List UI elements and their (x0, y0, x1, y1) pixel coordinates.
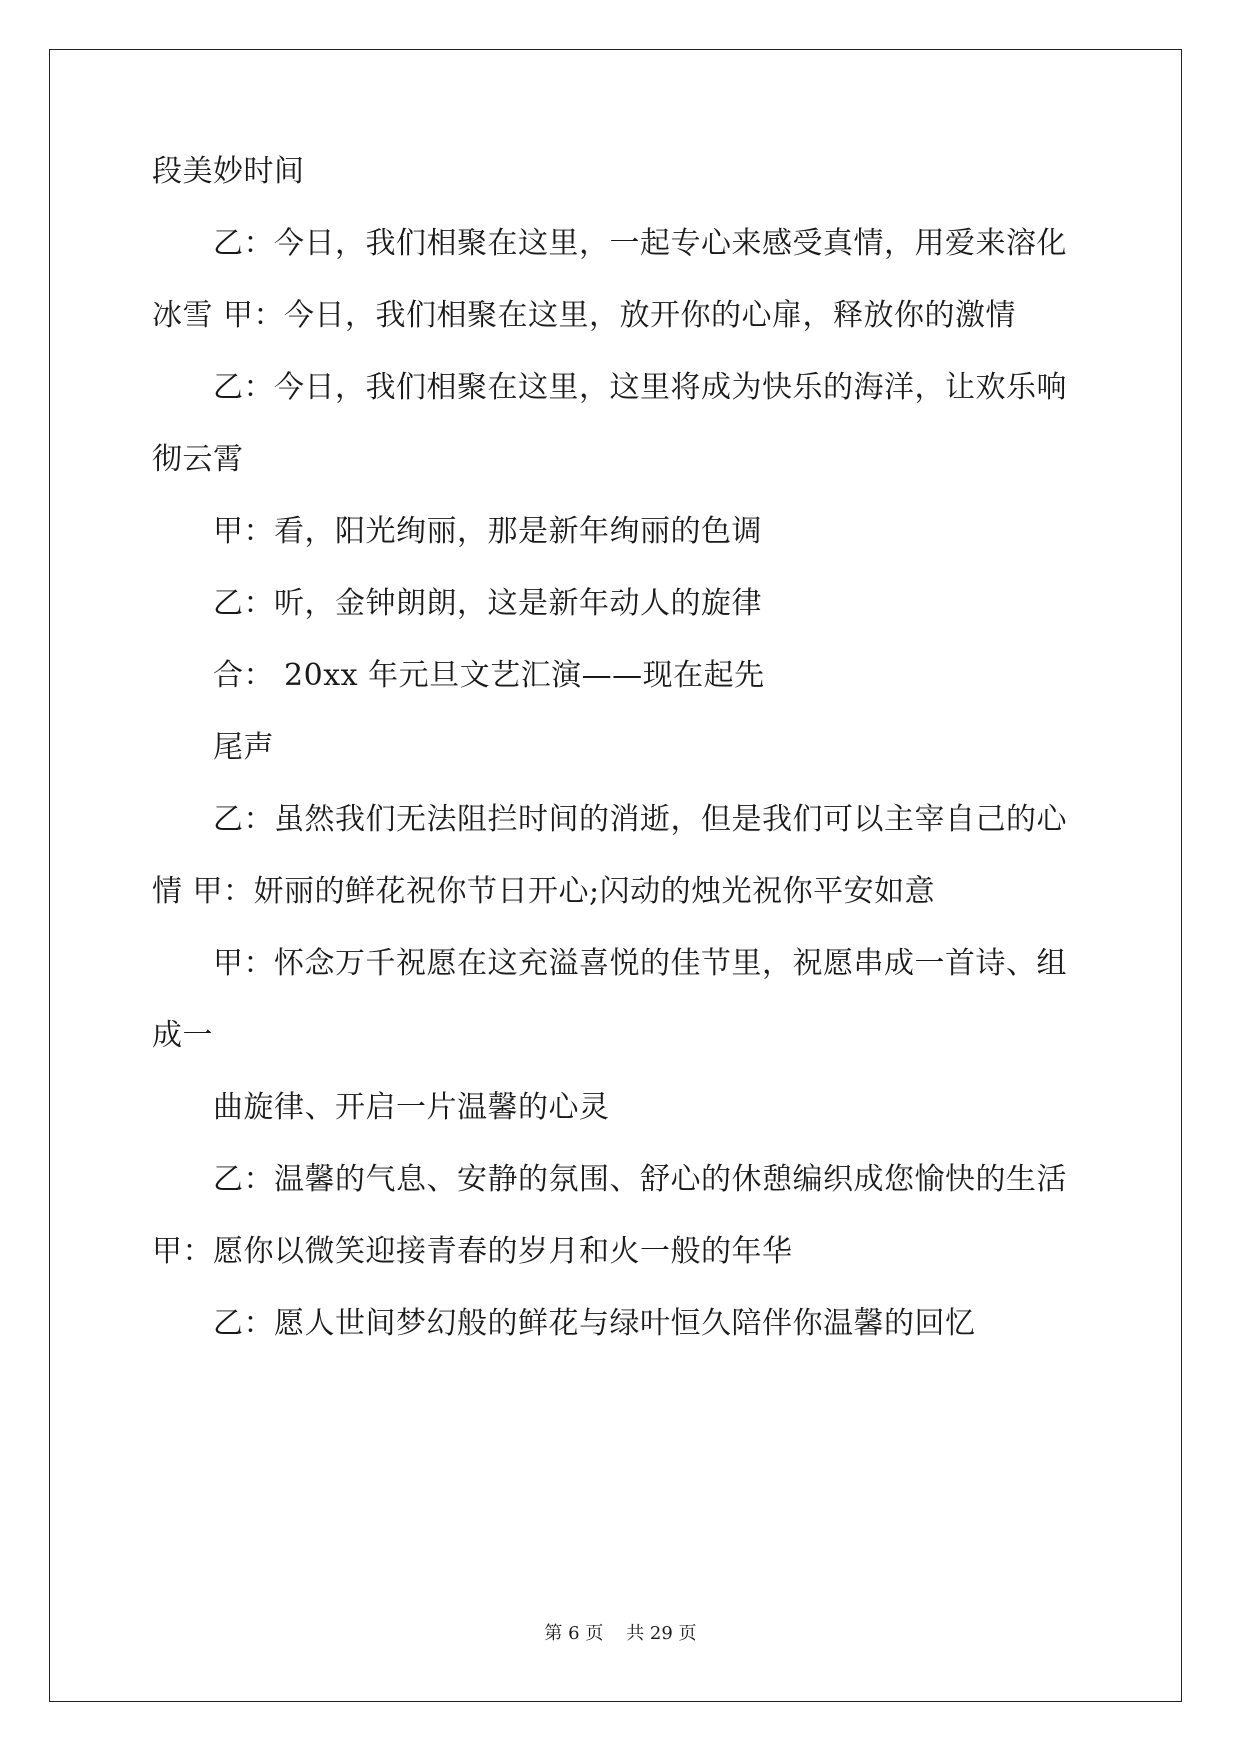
text-line: 乙：愿人世间梦幻般的鲜花与绿叶恒久陪伴你温馨的回忆 (213, 1306, 976, 1341)
text-line: 合： 20xx 年元旦文艺汇演——现在起先 (213, 658, 765, 693)
text-line: 乙：温馨的气息、安静的氛围、舒心的休憩编织成您愉快的生活 (213, 1162, 1067, 1197)
text-line: 乙：听，金钟朗朗，这是新年动人的旋律 (213, 586, 762, 621)
text-line: 彻云霄 (152, 442, 244, 477)
text-line: 成一 (152, 1018, 213, 1053)
text-line: 尾声 (213, 730, 274, 765)
page-number-footer: 第 6 页 共 29 页 (544, 1623, 697, 1644)
text-line: 乙：虽然我们无法阻拦时间的消逝，但是我们可以主宰自己的心 (213, 802, 1067, 837)
text-line: 段美妙时间 (152, 154, 305, 189)
text-line: 乙：今日，我们相聚在这里，一起专心来感受真情，用爱来溶化 (213, 226, 1067, 261)
text-line: 甲：愿你以微笑迎接青春的岁月和火一般的年华 (152, 1234, 793, 1269)
text-line: 冰雪 甲：今日，我们相聚在这里，放开你的心扉，释放你的激情 (152, 298, 1017, 333)
text-line: 甲：看，阳光绚丽，那是新年绚丽的色调 (213, 514, 762, 549)
text-line: 甲：怀念万千祝愿在这充溢喜悦的佳节里，祝愿串成一首诗、组 (213, 946, 1067, 981)
text-line: 曲旋律、开启一片温馨的心灵 (213, 1090, 610, 1125)
text-line: 情 甲：妍丽的鲜花祝你节日开心;闪动的烛光祝你平安如意 (152, 874, 936, 909)
text-line: 乙：今日，我们相聚在这里，这里将成为快乐的海洋，让欢乐响 (213, 370, 1067, 405)
